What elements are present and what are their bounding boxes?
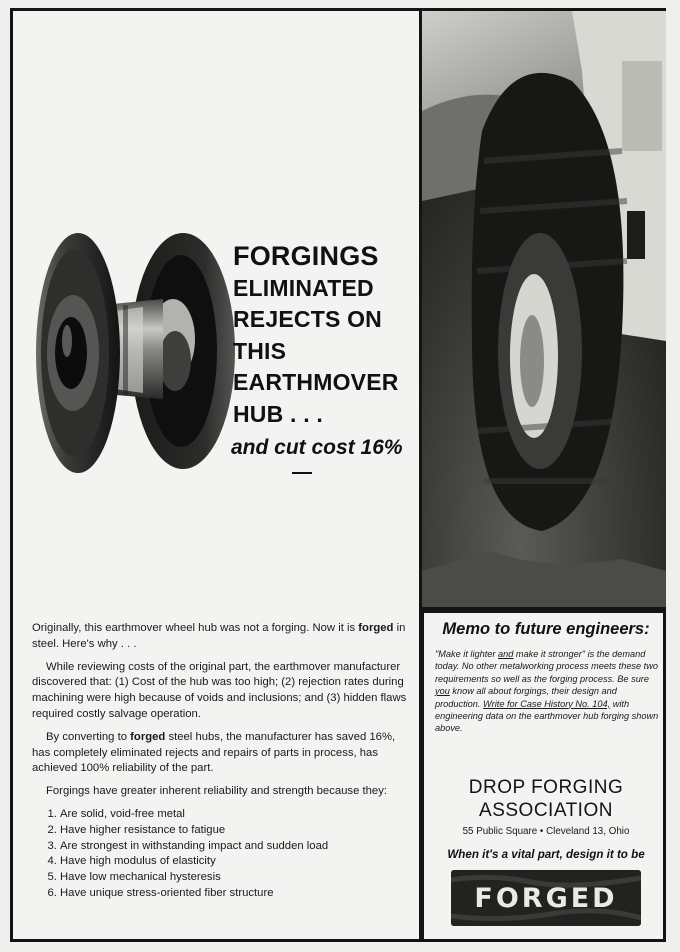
hub-image [23, 221, 238, 486]
photo-divider [422, 607, 666, 613]
forged-wordmark: FORGED [474, 882, 618, 914]
paragraph-4: Forgings have greater inherent reliability and strength because they: [46, 785, 387, 798]
headline [233, 241, 413, 430]
benefits-list [32, 807, 410, 902]
list-item: 6. Have unique stress-oriented fiber structure [60, 886, 410, 902]
paragraph-2: While reviewing costs of the original part, the earthmover manufacturer discovered that: (1) Cost of the hub was too high; (2) rejection rates during machining were high because of voids and inclusions; and (3) hidden flaws required costly salvage operation. [32, 660, 407, 720]
memo-title: Memo to future engineers: [442, 620, 650, 638]
headline-line: HUB . . . [233, 400, 323, 427]
memo-box [425, 614, 663, 939]
photo-image [422, 11, 666, 607]
headline-line: FORGINGS [233, 241, 379, 271]
list-item: 5. Have low mechanical hysteresis [60, 870, 410, 886]
association-address: 55 Public Square • Cleveland 13, Ohio [462, 826, 630, 837]
memo-text: "Make it lighter and make it stronger" is the demand today. No other metalworking process meets these two requirements so well as the forging process. Be sure you know all about forgings, their design and production. Write for Case History No. 104, with engineering data on the earthmover hub forging shown above. [435, 649, 659, 734]
association-name: DROP FORGING ASSOCIATION [468, 777, 624, 821]
slogan: When it's a vital part, design it to be [447, 848, 645, 861]
advertisement-page [10, 8, 666, 942]
list-item: 1. Are solid, void-free metal [60, 807, 410, 823]
headline-line: REJECTS ON [233, 306, 382, 332]
headline-line: ELIMINATED [233, 274, 374, 301]
tagline: and cut cost 16% [231, 436, 403, 459]
list-item: 4. Have high modulus of elasticity [60, 854, 410, 870]
paragraph-1: Originally, this earthmover wheel hub was not a forging. Now it is forged in steel. Here's why . . . [32, 622, 406, 650]
headline-line: THIS [233, 337, 287, 364]
paragraph-3: By converting to forged steel hubs, the manufacturer has saved 16%, has completely eliminated rejects and repairs of parts in process, has achieved 100% reliability of the part. [32, 730, 396, 775]
divider-dash [292, 472, 312, 474]
list-item: 3. Are strongest in withstanding impact and sudden load [60, 839, 410, 855]
headline-line: EARTHMOVER [233, 369, 399, 395]
forged-logo [451, 870, 641, 926]
list-item: 2. Have higher resistance to fatigue [60, 823, 410, 839]
body-copy [32, 621, 410, 902]
